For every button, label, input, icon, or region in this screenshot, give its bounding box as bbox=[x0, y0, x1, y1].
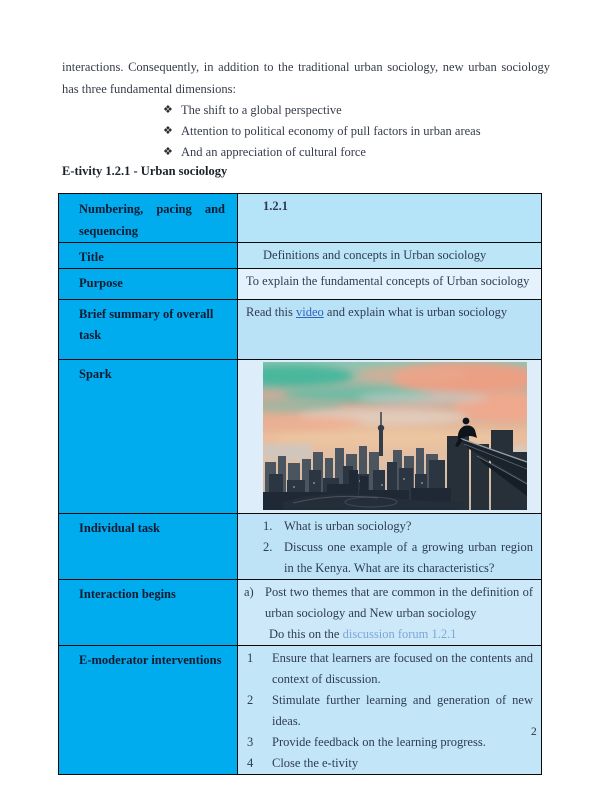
row-label: Numbering, pacing and bbox=[79, 202, 225, 216]
etivity-table bbox=[58, 193, 542, 775]
table-row-numbering bbox=[59, 194, 542, 243]
row-label: Individual task bbox=[79, 521, 160, 535]
row-label-cell bbox=[59, 514, 238, 580]
row-label-cell bbox=[59, 300, 238, 360]
row-value-cell bbox=[238, 194, 542, 243]
bullet-list bbox=[62, 100, 550, 163]
row-value-cell bbox=[238, 360, 542, 514]
row-value-cell bbox=[238, 580, 542, 646]
row-label-cell bbox=[59, 360, 238, 514]
table-row-spark bbox=[59, 360, 542, 514]
row-value-cell bbox=[238, 269, 542, 300]
table-row-purpose bbox=[59, 269, 542, 300]
row-value-cell bbox=[238, 300, 542, 360]
table-row-title bbox=[59, 243, 542, 269]
row-label-cell bbox=[59, 243, 238, 269]
bullet-text: The shift to a global perspective bbox=[181, 103, 342, 117]
bullet-item bbox=[62, 121, 550, 142]
row-value-cell bbox=[238, 646, 542, 775]
row-label-cell bbox=[59, 580, 238, 646]
row-label: Brief summary of overall task bbox=[79, 307, 214, 342]
moderator-item: 4 Close the e-tivity bbox=[247, 756, 359, 770]
bullet-item bbox=[62, 142, 550, 163]
video-link[interactable]: video bbox=[296, 305, 324, 319]
row-label: E-moderator interventions bbox=[79, 653, 222, 667]
interaction-item: a) Post two themes that are common in the definition of urban sociology and New urban sociology bbox=[244, 585, 533, 620]
row-label: Title bbox=[79, 250, 104, 264]
etivity-heading: E-tivity 1.2.1 - Urban sociology bbox=[62, 164, 228, 178]
row-value-cell bbox=[238, 514, 542, 580]
task-item: 1. What is urban sociology? bbox=[263, 519, 412, 533]
title-value: Definitions and concepts in Urban sociology bbox=[263, 248, 487, 262]
discussion-forum-link[interactable]: discussion forum 1.2.1 bbox=[342, 627, 457, 641]
row-label: Spark bbox=[79, 367, 112, 381]
moderator-item: 1 Ensure that learners are focused on the contents and context of discussion. bbox=[247, 651, 533, 686]
purpose-value: To explain the fundamental concepts of Urban sociology bbox=[246, 274, 530, 288]
row-label: Interaction begins bbox=[79, 587, 176, 601]
table-row-individual-task bbox=[59, 514, 542, 580]
spark-city-photo bbox=[263, 362, 527, 510]
page-number: 2 bbox=[531, 726, 537, 738]
row-label-cell bbox=[59, 269, 238, 300]
table-row-brief-summary bbox=[59, 300, 542, 360]
bullet-item bbox=[62, 100, 550, 121]
numbering-value: 1.2.1 bbox=[263, 199, 288, 213]
diamond-bullet-icon: ❖ bbox=[163, 146, 173, 158]
table-row-emoderator bbox=[59, 646, 542, 775]
interaction-followup: Do this on the discussion forum 1.2.1 bbox=[269, 627, 457, 641]
bullet-text: Attention to political economy of pull factors in urban areas bbox=[181, 124, 481, 138]
row-value-cell bbox=[238, 243, 542, 269]
row-label-cell bbox=[59, 646, 238, 775]
row-label: Purpose bbox=[79, 276, 123, 290]
moderator-item: 2 Stimulate further learning and generation of new ideas. bbox=[247, 693, 533, 728]
moderator-item: 3 Provide feedback on the learning progress. bbox=[247, 735, 486, 749]
table-row-interaction-begins bbox=[59, 580, 542, 646]
diamond-bullet-icon: ❖ bbox=[163, 104, 173, 116]
diamond-bullet-icon: ❖ bbox=[163, 125, 173, 137]
row-label-cell: Numbering, pacing and sequencing bbox=[59, 194, 238, 243]
intro-paragraph: interactions. Consequently, in addition to the traditional urban sociology, new urban sociology has three fundamental dimensions: bbox=[62, 60, 550, 96]
task-item: 2. Discuss one example of a growing urban region in the Kenya. What are its characteristics? bbox=[263, 540, 533, 575]
bullet-text: And an appreciation of cultural force bbox=[181, 145, 366, 159]
brief-summary-text: Read this video and explain what is urban sociology bbox=[246, 305, 508, 319]
